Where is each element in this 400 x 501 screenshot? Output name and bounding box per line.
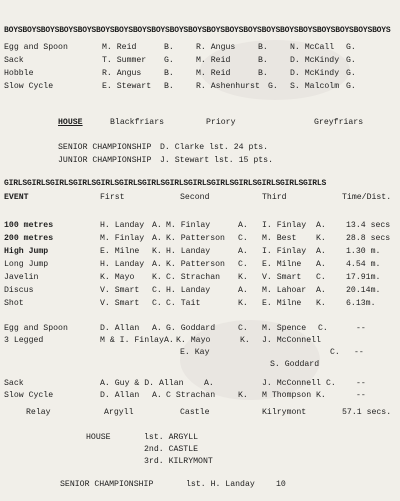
time-distance: 6.13m. — [346, 299, 376, 308]
third-place: E. Milne — [262, 260, 302, 269]
second-house: G. — [268, 82, 278, 91]
first-house: A. — [164, 336, 174, 345]
boys-senior-row — [0, 143, 400, 153]
event-name: 3 Legged — [4, 336, 44, 345]
second-house: K. — [240, 336, 250, 345]
third-place: M. Lahoar — [262, 286, 307, 295]
third-place: I. Finlay — [262, 221, 307, 230]
third-house: K. — [316, 234, 326, 243]
first-place: V. Smart — [100, 286, 140, 295]
second-place: H. Landay — [166, 247, 211, 256]
girls-novelty-row — [0, 324, 400, 334]
senior-label: SENIOR CHAMPIONSHIP — [60, 480, 154, 489]
first-house: C. — [152, 299, 162, 308]
event-name: Slow Cycle — [4, 82, 54, 91]
third-house: G. — [346, 43, 356, 52]
house-third: 3rd. KILRYMONT — [144, 457, 213, 466]
first-place: Argyll — [104, 408, 134, 417]
third-house: A. — [316, 286, 326, 295]
first-place: M. Finlay — [100, 234, 145, 243]
first-place: M. Reid — [102, 43, 137, 52]
second-place: M. Reid — [196, 69, 231, 78]
house-label: HOUSE — [86, 433, 111, 442]
second-house: C. — [238, 324, 248, 333]
event-name: Sack — [4, 379, 24, 388]
second-place-partner: E. Kay — [180, 348, 210, 357]
third-place: J. McConnell — [262, 379, 321, 388]
boys-house-row — [0, 118, 400, 128]
boys-event-row — [0, 69, 400, 79]
junior-value: J. Stewart lst. 15 pts. — [160, 156, 274, 165]
girls-house-row — [0, 445, 400, 455]
house-second: 2nd. CASTLE — [144, 445, 199, 454]
girls-event-row — [0, 273, 400, 283]
second-house: K. — [238, 299, 248, 308]
first-place: E. Stewart — [102, 82, 152, 91]
second-house: K. — [238, 273, 248, 282]
boys-event-row — [0, 56, 400, 66]
first-place: T. Summer — [102, 56, 147, 65]
first-place: V. Smart — [100, 299, 140, 308]
event-name: Shot — [4, 299, 24, 308]
second-place: K. Patterson — [166, 260, 225, 269]
house-first: Blackfriars — [110, 118, 165, 127]
second-house: A. — [238, 286, 248, 295]
event-name: Sack — [4, 56, 24, 65]
girls-house-row — [0, 433, 400, 443]
first-house: A. — [152, 221, 162, 230]
first-house: K. — [152, 273, 162, 282]
event-name: 100 metres — [4, 221, 54, 230]
first-place: K. Mayo — [100, 273, 135, 282]
girls-event-row — [0, 221, 400, 231]
house-first: lst. ARGYLL — [144, 433, 199, 442]
senior-value: D. Clarke lst. 24 pts. — [160, 143, 269, 152]
time-distance: 20.14m. — [346, 286, 381, 295]
first-house: A. — [152, 234, 162, 243]
first-house: A. — [204, 379, 214, 388]
event-name: Egg and Spoon — [4, 43, 68, 52]
third-house: G. — [346, 56, 356, 65]
relay-row — [0, 408, 400, 418]
third-place: Kilrymont — [262, 408, 307, 417]
event-name: Egg and Spoon — [4, 324, 68, 333]
event-name: Javelin — [4, 273, 39, 282]
first-house: A. — [152, 260, 162, 269]
boys-junior-row — [0, 156, 400, 166]
senior-label: SENIOR CHAMPIONSHIP — [58, 143, 152, 152]
second-house: K. — [238, 391, 248, 400]
first-house: A. — [152, 324, 162, 333]
first-house: C. — [152, 286, 162, 295]
girls-novelty-row — [0, 336, 400, 346]
second-place: R. Angus — [196, 43, 236, 52]
second-house: B. — [258, 69, 268, 78]
first-house: B. — [164, 43, 174, 52]
second-place: C Strachan — [166, 391, 216, 400]
event-name: Hobble — [4, 69, 34, 78]
time-distance: 28.8 secs — [346, 234, 391, 243]
time-distance: -- — [354, 348, 364, 357]
third-house: G. — [346, 82, 356, 91]
first-place: H. Landay — [100, 221, 145, 230]
time-distance: -- — [356, 324, 366, 333]
first-house: K. — [152, 247, 162, 256]
first-house: A. — [152, 391, 162, 400]
third-place: E. Milne — [262, 299, 302, 308]
third-house: A. — [316, 221, 326, 230]
time-distance: 13.4 secs — [346, 221, 391, 230]
house-second: Priory — [206, 118, 236, 127]
time-distance: 57.1 secs. — [342, 408, 392, 417]
second-place: Castle — [180, 408, 210, 417]
third-house: C. — [326, 379, 336, 388]
first-house: G. — [164, 56, 174, 65]
first-house: B. — [164, 69, 174, 78]
house-label: HOUSE — [58, 118, 83, 127]
third-place-partner: S. Goddard — [270, 360, 320, 369]
header-first: First — [100, 193, 125, 202]
first-place: A. Guy & D. Allan — [100, 379, 184, 388]
second-place: M. Reid — [196, 56, 231, 65]
third-house: A. — [316, 247, 326, 256]
first-place: H. Landay — [100, 260, 145, 269]
header-second: Second — [180, 193, 210, 202]
first-house: B. — [164, 82, 174, 91]
second-place: H. Landay — [166, 286, 211, 295]
boys-event-row — [0, 82, 400, 92]
second-house: B. — [258, 56, 268, 65]
third-place: M Thompson — [262, 391, 312, 400]
header-event: EVENT — [4, 193, 29, 202]
second-house: A. — [238, 247, 248, 256]
girls-banner: GIRLSGIRLSGIRLSGIRLSGIRLSGIRLSGIRLSGIRLSGIRLSGIRLSGIRLSGIRLSGIRLSGIRLS — [4, 179, 327, 188]
second-place: K. Mayo — [176, 336, 211, 345]
column-headers — [0, 193, 400, 203]
third-place: N. McCall — [290, 43, 335, 52]
third-house: C. — [318, 324, 328, 333]
third-house: A. — [316, 260, 326, 269]
third-house: C. — [330, 348, 340, 357]
event-name: 200 metres — [4, 234, 54, 243]
third-house: K. — [316, 299, 326, 308]
second-place: G. Goddard — [166, 324, 216, 333]
third-house: G. — [346, 69, 356, 78]
third-place: V. Smart — [262, 273, 302, 282]
third-place: D. McKindy — [290, 56, 340, 65]
event-name: Relay — [26, 408, 51, 417]
third-place: S. Malcolm — [290, 82, 340, 91]
girls-event-row — [0, 260, 400, 270]
first-place: M & I. Finlay — [100, 336, 164, 345]
senior-points: 10 — [276, 480, 286, 489]
time-distance: 1.30 m. — [346, 247, 381, 256]
time-distance: 4.54 m. — [346, 260, 381, 269]
junior-label: JUNIOR CHAMPIONSHIP — [58, 156, 152, 165]
third-house: K. — [316, 391, 326, 400]
event-name: Discus — [4, 286, 34, 295]
second-house: B. — [258, 43, 268, 52]
second-place: M. Finlay — [166, 221, 211, 230]
senior-value: lst. H. Landay — [186, 480, 255, 489]
second-house: A. — [238, 221, 248, 230]
third-place: M. Spence — [262, 324, 307, 333]
time-distance: -- — [356, 379, 366, 388]
girls-novelty-row — [0, 348, 400, 358]
girls-house-row — [0, 457, 400, 467]
house-third: Greyfriars — [314, 118, 364, 127]
girls-event-row — [0, 286, 400, 296]
third-house: C. — [316, 273, 326, 282]
time-distance: -- — [356, 391, 366, 400]
second-place: C. Strachan — [166, 273, 221, 282]
header-time: Time/Dist. — [342, 193, 392, 202]
second-house: C. — [238, 260, 248, 269]
third-place: I. Finlay — [262, 247, 307, 256]
second-place: R. Ashenhurst — [196, 82, 260, 91]
event-name: Long Jump — [4, 260, 49, 269]
first-place: R. Angus — [102, 69, 142, 78]
girls-novelty-row — [0, 379, 400, 389]
header-third: Third — [262, 193, 287, 202]
girls-event-row — [0, 247, 400, 257]
first-place: E. Milne — [100, 247, 140, 256]
first-place: D. Allan — [100, 324, 140, 333]
girls-novelty-row — [0, 360, 400, 370]
girls-event-row — [0, 299, 400, 309]
third-place: M. Best — [262, 234, 297, 243]
third-place: D. McKindy — [290, 69, 340, 78]
girls-senior-row — [0, 480, 400, 490]
girls-event-row — [0, 234, 400, 244]
third-place: J. McConnell — [262, 336, 321, 345]
second-place: C. Tait — [166, 299, 201, 308]
event-name: High Jump — [4, 247, 49, 256]
second-house: C. — [238, 234, 248, 243]
boys-event-row — [0, 43, 400, 53]
first-place: D. Allan — [100, 391, 140, 400]
boys-banner: BOYSBOYSBOYSBOYSBOYSBOYSBOYSBOYSBOYSBOYSBOYSBOYSBOYSBOYSBOYSBOYSBOYSBOYSBOYSBOYSBOYS — [4, 26, 391, 35]
time-distance: 17.91m. — [346, 273, 381, 282]
event-name: Slow Cycle — [4, 391, 54, 400]
second-place: K. Patterson — [166, 234, 225, 243]
girls-novelty-row — [0, 391, 400, 401]
